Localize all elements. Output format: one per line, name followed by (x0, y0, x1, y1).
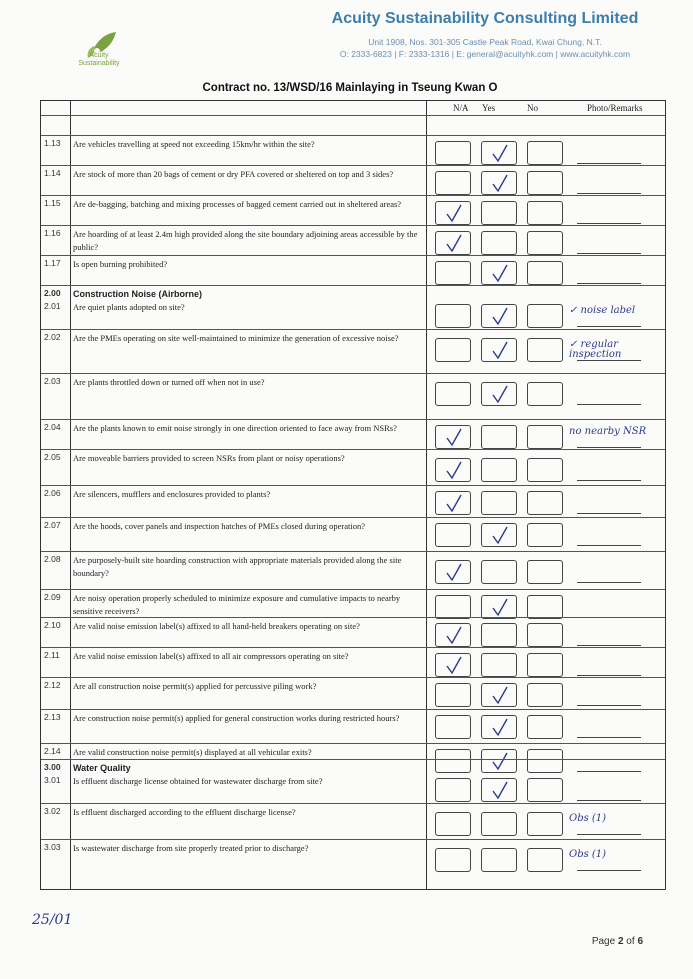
checklist-row (41, 225, 665, 256)
remarks-line (577, 193, 641, 194)
checkbox-no[interactable] (527, 382, 563, 406)
checkbox-no[interactable] (527, 338, 563, 362)
remarks-line (577, 223, 641, 224)
checkbox-yes[interactable] (481, 304, 517, 328)
question-text: Are valid noise emission label(s) affixed to all air compressors operating on site? (73, 651, 349, 661)
remarks-line (577, 163, 641, 164)
checklist-row (41, 517, 665, 552)
company-name: Acuity Sustainability Consulting Limited (331, 10, 639, 27)
checkbox-no[interactable] (527, 715, 563, 739)
handwritten-remark: no nearby NSR (569, 426, 647, 437)
checkmark-icon (444, 459, 464, 481)
section-title: Construction Noise (Airborne) (73, 289, 203, 299)
section-header-row (41, 285, 665, 300)
checkmark-icon (490, 339, 510, 361)
question-text: Are valid noise emission label(s) affixed to all hand-held breakers operating on site? (73, 621, 360, 631)
checklist-row (41, 647, 665, 678)
checkbox-yes[interactable] (481, 458, 517, 482)
checkmark-icon (444, 426, 464, 448)
question-text: Are vehicles travelling at speed not exceeding 15km/hr within the site? (73, 139, 315, 149)
company-logo-icon (70, 22, 128, 80)
checkbox-no[interactable] (527, 683, 563, 707)
checkmark-icon (444, 561, 464, 583)
item-number: 1.13 (44, 138, 61, 148)
remarks-line (577, 545, 641, 546)
item-number: 2.10 (44, 620, 61, 630)
checklist-table (40, 100, 666, 890)
remarks-line (577, 513, 641, 514)
question-text: Is effluent discharge license obtained for wastewater discharge from site? (73, 776, 323, 786)
checkmark-icon (490, 383, 510, 405)
remarks-line (577, 447, 641, 448)
section-title: Water Quality (73, 763, 131, 773)
checkbox-na[interactable] (435, 425, 471, 449)
remarks-line (577, 675, 641, 676)
question-text: Are all construction noise permit(s) applied for percussive piling work? (73, 681, 317, 691)
checkbox-no[interactable] (527, 812, 563, 836)
item-number: 2.05 (44, 452, 61, 462)
question-text: Are de-bagging, batching and mixing processes of bagged cement carried out in sheltered areas? (73, 199, 402, 209)
question-text: Are quiet plants adopted on site? (73, 302, 185, 312)
checkbox-yes[interactable] (481, 338, 517, 362)
question-text: Are the plants known to emit noise strongly in one direction oriented to face away from NSRs? (73, 423, 397, 433)
checkmark-icon (490, 172, 510, 194)
header-spacer-row (41, 115, 665, 136)
item-number: 1.16 (44, 228, 61, 238)
checkbox-no[interactable] (527, 231, 563, 255)
checkbox-na[interactable] (435, 261, 471, 285)
checkbox-no[interactable] (527, 653, 563, 677)
checklist-row (41, 617, 665, 648)
checklist-row (41, 743, 665, 760)
item-number: 2.00 (44, 288, 61, 298)
checkbox-na[interactable] (435, 382, 471, 406)
checkbox-na[interactable] (435, 171, 471, 195)
item-number: 1.15 (44, 198, 61, 208)
checkbox-no[interactable] (527, 623, 563, 647)
checkbox-no[interactable] (527, 848, 563, 872)
remarks-line (577, 834, 641, 835)
checkmark-icon (490, 142, 510, 164)
remarks-line (577, 404, 641, 405)
item-number: 2.12 (44, 680, 61, 690)
checkbox-na[interactable] (435, 523, 471, 547)
item-number: 2.03 (44, 376, 61, 386)
section-header-row (41, 759, 665, 774)
checklist-row (41, 419, 665, 450)
checkbox-no[interactable] (527, 778, 563, 802)
checkbox-na[interactable] (435, 778, 471, 802)
checkbox-na[interactable] (435, 458, 471, 482)
item-number: 2.06 (44, 488, 61, 498)
item-number: 2.08 (44, 554, 61, 564)
checkbox-yes[interactable] (481, 715, 517, 739)
question-text: Are plants throttled down or turned off when not in use? (73, 377, 265, 387)
column-header-remarks: Photo/Remarks (587, 103, 643, 113)
question-text: Are the hoods, cover panels and inspection hatches of PMEs closed during operation? (73, 521, 365, 531)
checkmark-icon (490, 262, 510, 284)
column-header-yes: Yes (482, 103, 496, 113)
remarks-line (577, 283, 641, 284)
remarks-line (577, 360, 641, 361)
checkbox-yes[interactable] (481, 623, 517, 647)
remarks-line (577, 705, 641, 706)
checkbox-no[interactable] (527, 458, 563, 482)
item-number: 2.01 (44, 301, 61, 311)
item-number: 3.03 (44, 842, 61, 852)
checkmark-icon (444, 624, 464, 646)
item-number: 2.11 (44, 650, 60, 660)
remarks-line (577, 253, 641, 254)
item-number: 3.00 (44, 762, 61, 772)
checkbox-no[interactable] (527, 171, 563, 195)
item-number: 3.02 (44, 806, 61, 816)
question-text: Is effluent discharged according to the effluent discharge license? (73, 807, 296, 817)
item-number: 2.07 (44, 520, 61, 530)
checkbox-yes[interactable] (481, 653, 517, 677)
checklist-row (41, 165, 665, 196)
checklist-row (41, 485, 665, 518)
checklist-row (41, 135, 665, 166)
checkbox-na[interactable] (435, 304, 471, 328)
checkbox-yes[interactable] (481, 683, 517, 707)
logo-text: Acuity Sustainability (78, 52, 120, 67)
checkbox-no[interactable] (527, 304, 563, 328)
contract-title: Contract no. 13/WSD/16 Mainlaying in Tseung Kwan O (202, 82, 498, 94)
checkmark-icon (490, 716, 510, 738)
checkbox-no[interactable] (527, 491, 563, 515)
question-text: Are silencers, mufflers and enclosures provided to plants? (73, 489, 271, 499)
item-number: 3.01 (44, 775, 61, 785)
checkmark-icon (490, 305, 510, 327)
checkbox-na[interactable] (435, 141, 471, 165)
checkbox-no[interactable] (527, 261, 563, 285)
remarks-line (577, 870, 641, 871)
checkbox-no[interactable] (527, 560, 563, 584)
checklist-row (41, 709, 665, 744)
checkbox-no[interactable] (527, 201, 563, 225)
page-number: Page 2 of 6 (591, 936, 643, 947)
checkbox-yes[interactable] (481, 261, 517, 285)
checkbox-yes[interactable] (481, 382, 517, 406)
question-text: Is open burning prohibited? (73, 259, 168, 269)
checklist-row (41, 677, 665, 710)
question-text: Are hoarding of at least 2.4m high provided along the site boundary adjoining areas accessible by the public? (73, 229, 418, 252)
remarks-line (577, 582, 641, 583)
checkbox-na[interactable] (435, 560, 471, 584)
item-number: 1.14 (44, 168, 61, 178)
checkbox-yes[interactable] (481, 201, 517, 225)
checkmark-icon (490, 524, 510, 546)
remarks-line (577, 737, 641, 738)
checkbox-yes[interactable] (481, 812, 517, 836)
checklist-row (41, 803, 665, 840)
checklist-row (41, 773, 665, 803)
checkmark-icon (444, 492, 464, 514)
checkbox-yes[interactable] (481, 595, 517, 619)
checklist-row (41, 449, 665, 486)
checkbox-na[interactable] (435, 812, 471, 836)
checkmark-icon (490, 684, 510, 706)
handwritten-remark: Obs (1) (569, 813, 607, 824)
question-text: Are the PMEs operating on site well-maintained to minimize the generation of excessive noise? (73, 333, 399, 343)
handwritten-remark: ✓ regular inspection (569, 339, 622, 360)
handwritten-remark: ✓ noise label (569, 305, 636, 316)
checkbox-yes[interactable] (481, 425, 517, 449)
checklist-row (41, 551, 665, 590)
checkmark-icon (444, 654, 464, 676)
checkbox-na[interactable] (435, 653, 471, 677)
checkmark-icon (444, 202, 464, 224)
checkbox-no[interactable] (527, 141, 563, 165)
checkbox-na[interactable] (435, 715, 471, 739)
checkbox-yes[interactable] (481, 560, 517, 584)
item-number: 2.02 (44, 332, 61, 342)
checklist-row (41, 329, 665, 374)
question-text: Is wastewater discharge from site properly treated prior to discharge? (73, 843, 309, 853)
item-number: 2.13 (44, 712, 61, 722)
column-header-no: No (527, 103, 538, 113)
checkbox-yes[interactable] (481, 171, 517, 195)
company-address: Unit 1908, Nos. 301-305 Castle Peak Road, Kwai Chung, N.T. O: 2333-6823 | F: 2333-1316 | E: general@acuityhk.com | www.acuityhk.com (339, 37, 631, 59)
checkbox-na[interactable] (435, 623, 471, 647)
checkbox-no[interactable] (527, 425, 563, 449)
remarks-line (577, 800, 641, 801)
checkbox-yes[interactable] (481, 523, 517, 547)
remarks-line (577, 326, 641, 327)
checklist-row (41, 255, 665, 286)
remarks-line (577, 645, 641, 646)
checklist-row (41, 195, 665, 226)
checkbox-no[interactable] (527, 523, 563, 547)
column-header-na: N/A (453, 103, 469, 113)
checkbox-na[interactable] (435, 338, 471, 362)
checkbox-yes[interactable] (481, 491, 517, 515)
checkbox-na[interactable] (435, 201, 471, 225)
checkbox-na[interactable] (435, 848, 471, 872)
remarks-line (577, 480, 641, 481)
question-text: Are stock of more than 20 bags of cement or dry PFA covered or sheltered on top and 3 sides? (73, 169, 394, 179)
item-number: 1.17 (44, 258, 61, 268)
question-text: Are noisy operation properly scheduled to minimize exposure and cumulative impacts to nearby sensitive receivers? (73, 593, 401, 616)
item-number: 2.09 (44, 592, 61, 602)
handwritten-date: 25/01 (32, 912, 73, 928)
checkbox-yes[interactable] (481, 848, 517, 872)
checkbox-no[interactable] (527, 595, 563, 619)
checklist-row (41, 589, 665, 618)
checkmark-icon (490, 596, 510, 618)
item-number: 2.04 (44, 422, 61, 432)
question-text: Are purposely-built site hoarding construction with appropriate materials provided along the site boundary? (73, 555, 402, 578)
checklist-row (41, 299, 665, 329)
handwritten-remark: Obs (1) (569, 849, 607, 860)
question-text: Are construction noise permit(s) applied for general construction works during restricted hours? (73, 713, 400, 723)
checkbox-yes[interactable] (481, 231, 517, 255)
checkbox-yes[interactable] (481, 778, 517, 802)
item-number: 2.14 (44, 746, 61, 756)
question-text: Are valid construction noise permit(s) displayed at all vehicular exits? (73, 747, 312, 757)
checkbox-na[interactable] (435, 231, 471, 255)
checkbox-na[interactable] (435, 683, 471, 707)
checklist-row (41, 373, 665, 420)
checkbox-yes[interactable] (481, 141, 517, 165)
checklist-row (41, 839, 665, 880)
question-text: Are moveable barriers provided to screen NSRs from plant or noisy operations? (73, 453, 345, 463)
checkmark-icon (444, 232, 464, 254)
letterhead (0, 0, 693, 94)
checkmark-icon (490, 779, 510, 801)
checkbox-na[interactable] (435, 491, 471, 515)
checkbox-na[interactable] (435, 595, 471, 619)
